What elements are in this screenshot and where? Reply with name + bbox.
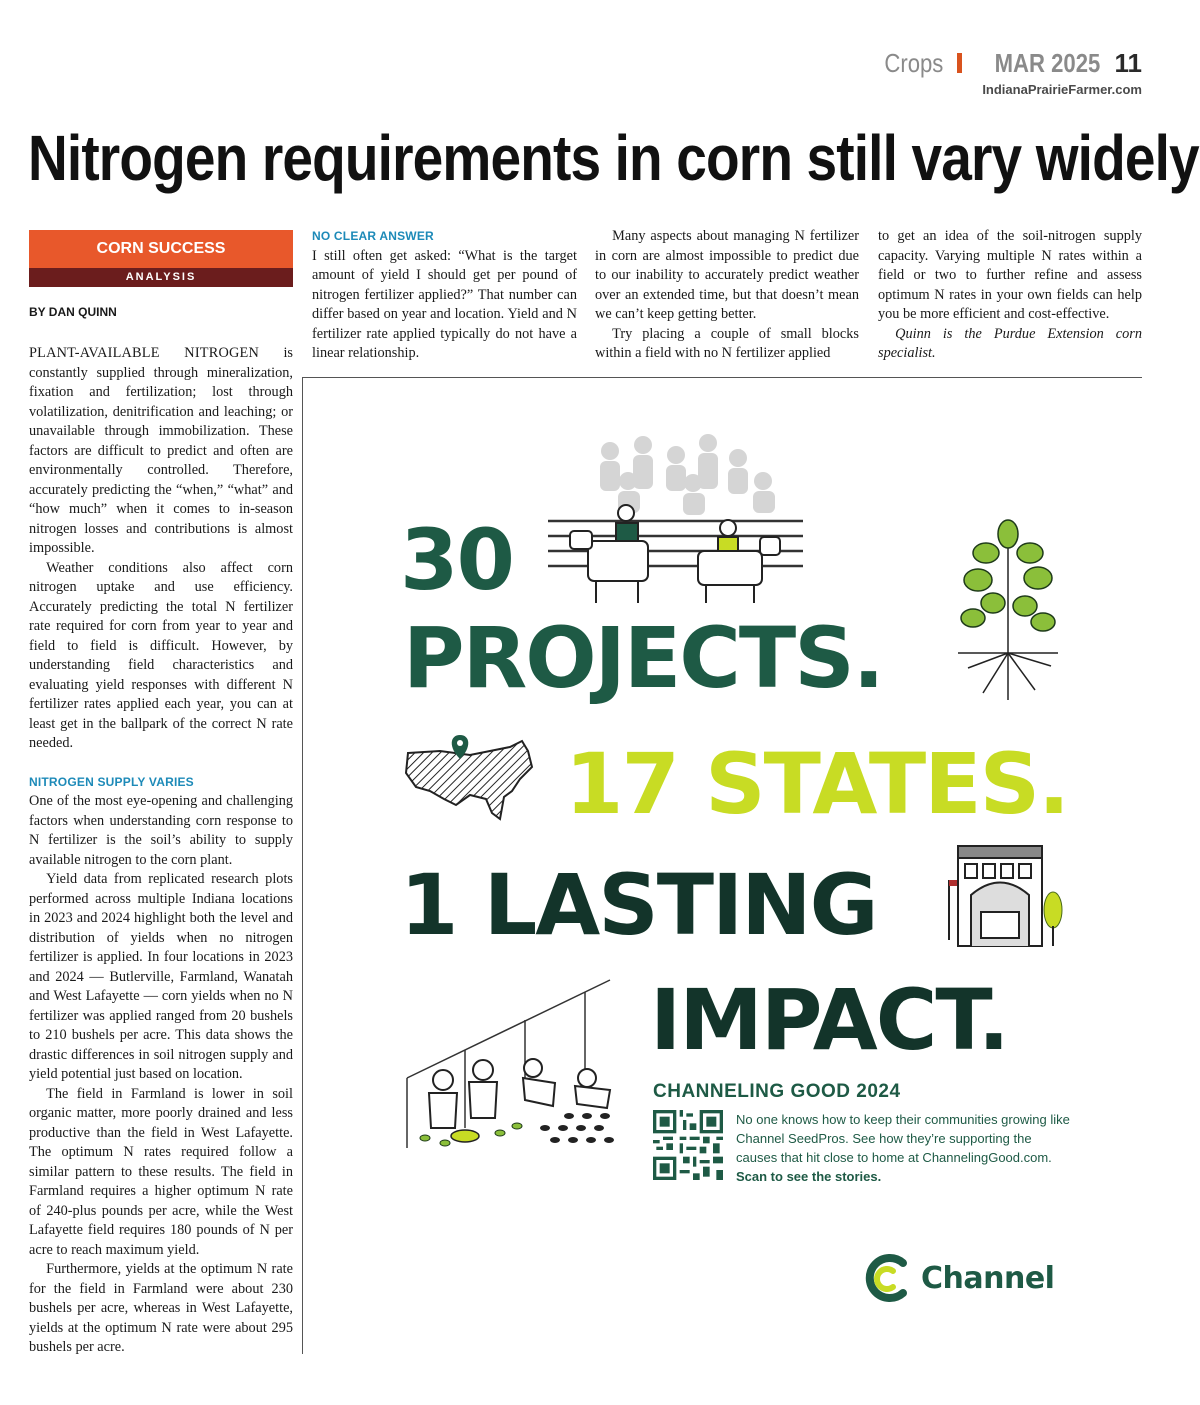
paragraph: Many aspects about managing N fertilizer in corn are almost impossible to predict due to our inability to accurately predict weather over an extended time, but that doesn’t mean we can’t keep getting better. bbox=[595, 228, 859, 322]
ad-headline-line-2: PROJECTS. bbox=[403, 609, 883, 707]
paragraph: Weather conditions also affect corn nitrogen uptake and use efficiency. Accurately predicting the total N fertilizer rate required for corn from year to year and field to field is difficult. However, by understanding field characteristics and evaluating yield responses with different N fertilizer rates applied each year, you can at least get in the ballpark of the correct N rate needed. bbox=[29, 559, 293, 751]
issue-date: MAR 2025 bbox=[994, 47, 1101, 78]
ad-body-copy bbox=[736, 1110, 1076, 1186]
paragraph: The field in Farmland is lower in soil organic matter, more poorly drained and less productive than the field in West Lafayette. The optimum N rates required follow a similar pattern to these results. The field in Farmland requires a higher optimum N rate of 240-plus pounds per acre, while the West Lafayette field requires 180 pounds of N per acre to reach maximum yield. bbox=[29, 1085, 293, 1258]
ad-headline-line-1: 30 bbox=[400, 511, 513, 609]
channel-logo-icon bbox=[863, 1253, 913, 1303]
byline: BY DAN QUINN bbox=[29, 305, 117, 319]
advertisement bbox=[303, 378, 1200, 1354]
ad-headline-line-3: 17 STATES. bbox=[565, 735, 1068, 833]
folio-divider bbox=[957, 53, 962, 73]
building-illustration bbox=[943, 840, 1063, 950]
gardening-illustration bbox=[405, 978, 620, 1153]
paragraph: One of the most eye-opening and challenging factors when understanding corn response to N fertilizer is the soil’s ability to supply available nitrogen to the corn plant. bbox=[29, 793, 293, 868]
qr-code[interactable] bbox=[653, 1110, 723, 1180]
article-column-2 bbox=[312, 227, 577, 364]
ad-headline-line-5: IMPACT. bbox=[650, 971, 1008, 1069]
article-column-3 bbox=[595, 227, 859, 364]
paragraph: Furthermore, yields at the optimum N rate for the field in Farmland were about 230 bushels per acre, whereas in West Lafayette, yields at the optimum N rate were about 295 bushels per acre. bbox=[29, 1261, 293, 1355]
article-column-4 bbox=[878, 227, 1142, 364]
paragraph: Yield data from replicated research plots performed across multiple Indiana locations in 2023 and 2024 highlight both the level and distribution of yields when no nitrogen fertilizer is applied. In four locations in 2023 and 2024 — Butlerville, Farmland, Wanatah and West Lafayette — corn yields when no N fertilizer was applied ranged from 20 bushels to 210 bushels per acre. This data shows the drastic differences in soil nitrogen supply and yield potential just based on location. bbox=[29, 871, 293, 1082]
ad-call-to-action: Scan to see the stories. bbox=[736, 1169, 882, 1184]
brand-logo bbox=[863, 1253, 1054, 1303]
folio-line bbox=[874, 44, 1142, 82]
paragraph: to get an idea of the soil-nitrogen supply capacity. Varying multiple N rates within a field or two to further refine and assess optimum N rates in your own fields can help you be more efficient and cost-effective. bbox=[878, 228, 1142, 322]
section-name: Crops bbox=[884, 47, 944, 78]
kicker-subtitle: ANALYSIS bbox=[29, 268, 293, 287]
headline: Nitrogen requirements in corn still vary widely bbox=[28, 122, 1199, 194]
ad-description: No one knows how to keep their communities growing like Channel SeedPros. See how they’re supporting the causes that hit close to home at ChannelingGood.com. bbox=[736, 1112, 1070, 1165]
kicker-title: CORN SUCCESS bbox=[29, 230, 293, 268]
ad-campaign-title: CHANNELING GOOD 2024 bbox=[653, 1081, 901, 1102]
author-note: Quinn is the Purdue Extension corn specialist. bbox=[878, 325, 1142, 361]
article-column-1 bbox=[29, 344, 293, 1358]
paragraph-text: is constantly supplied through mineralization, fixation and fertilization; lost through volatilization, denitrification and leaching; or unavailable through immobilization. These factors are difficult to predict and often are environmentally controlled. Therefore, accurately predicting the “when,” “what” and “how much” when it comes to in-season nitrogen losses and contributions is almost impossible. bbox=[29, 345, 293, 556]
paragraph: I still often get asked: “What is the target amount of yield I should get per pound of nitrogen fertilizer applied?” That number can differ based on year and location. Yield and N fertilizer rate applied typically do not have a linear relationship. bbox=[312, 247, 577, 361]
folio bbox=[874, 44, 1142, 97]
subhead: NO CLEAR ANSWER bbox=[312, 229, 434, 243]
livestock-show-illustration bbox=[548, 433, 803, 608]
page-number: 11 bbox=[1114, 47, 1142, 78]
lead-in: PLANT-AVAILABLE NITROGEN bbox=[29, 345, 259, 361]
paragraph: Try placing a couple of small blocks within a field with no N fertilizer applied bbox=[595, 325, 859, 361]
brand-name: Channel bbox=[921, 1260, 1055, 1296]
paragraph bbox=[29, 344, 293, 559]
ad-headline-line-4: 1 LASTING bbox=[400, 856, 877, 954]
us-map-illustration bbox=[400, 733, 540, 833]
column-kicker bbox=[29, 230, 293, 287]
website-url: IndianaPrairieFarmer.com bbox=[982, 82, 1142, 97]
plant-illustration bbox=[953, 518, 1063, 703]
subhead: NITROGEN SUPPLY VARIES bbox=[29, 774, 194, 789]
